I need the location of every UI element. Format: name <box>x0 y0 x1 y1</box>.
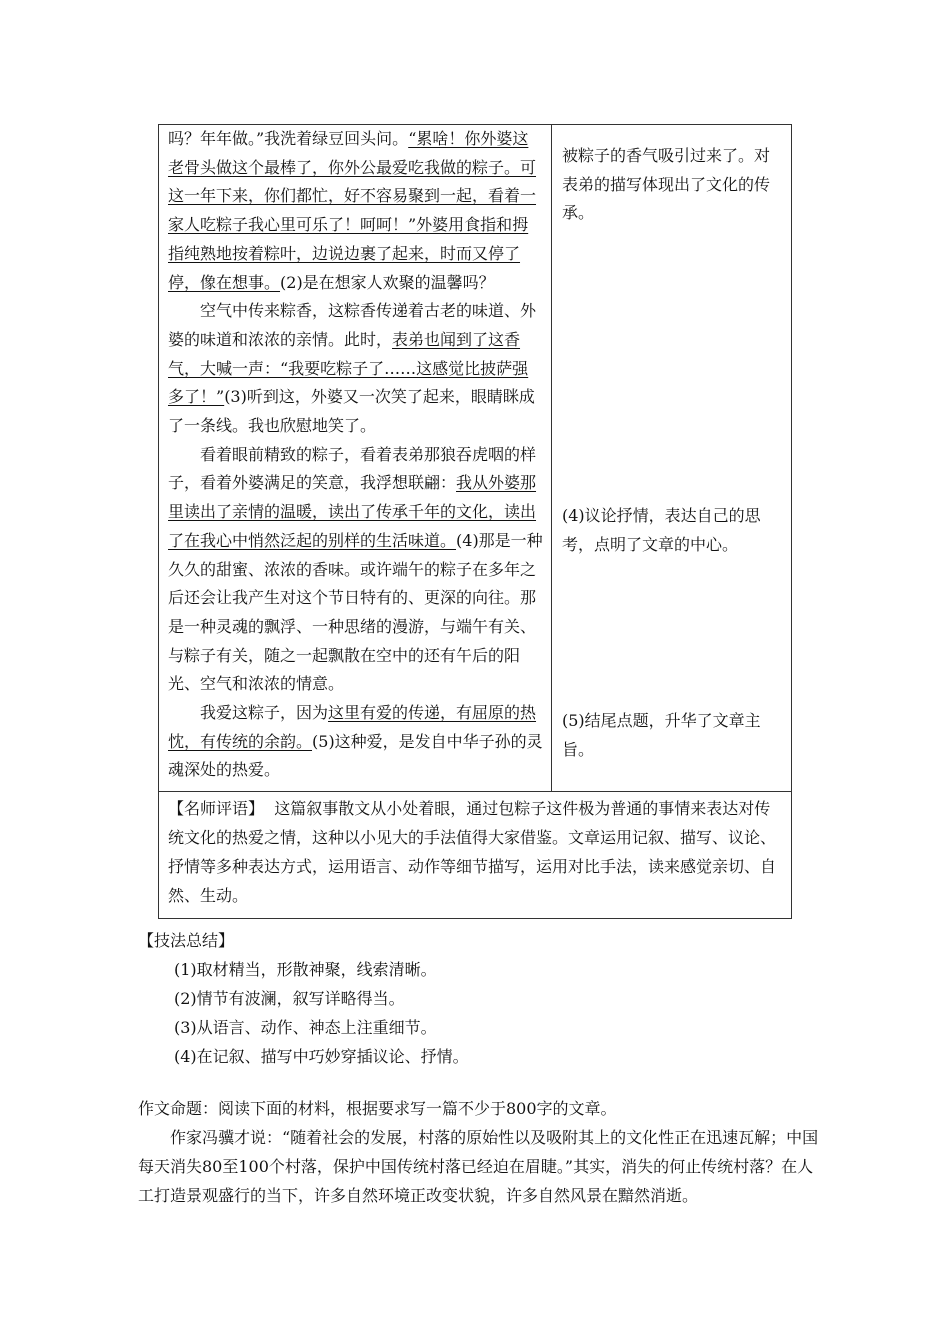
annotation-column <box>552 125 791 791</box>
essay-paragraph <box>168 297 543 441</box>
summary-item: (1)取材精当，形散神聚，线索清晰。 <box>174 960 437 979</box>
essay-paragraph <box>168 125 543 297</box>
essay-text: 我爱这粽子，因为 <box>200 703 329 723</box>
comment-text: 这篇叙事散文从小处着眼，通过包粽子这件极为普通的事情来表达对传统文化的热爱之情，这种以小见大的手法值得大家借鉴。文章运用记叙、描写、议论、抒情等多种表达方式，运用语言、动作等细节描写，运用对比手法，读来感觉亲切、自然、生动。 <box>168 799 777 905</box>
underlined-text: “累啥！你外婆这老骨头做这个最棒了，你外公最爱吃我做的粽子。可这一年下来，你们都忙，好不容易聚到一起，看着一家人吃粽子我心里可乐了！呵呵！”外婆用食指和拇指纯熟地按着粽叶，边说边裹了起来，时而又停了停，像在想事。 <box>168 129 537 292</box>
summary-item: (3)从语言、动作、神态上注重细节。 <box>174 1018 437 1037</box>
underlined-text: 我从外婆那里读出了亲情的温暖，读出了传承千年的文化，读出了在我心中悄然泛起的别样的生活味道。 <box>168 473 537 550</box>
essay-analysis-table <box>158 124 792 919</box>
prompt-instruction: 作文命题：阅读下面的材料，根据要求写一篇不少于800字的文章。 <box>138 1099 617 1118</box>
essay-text: (3)听到这，外婆又一次笑了起来，眼睛眯成了一条线。我也欣慰地笑了。 <box>168 387 535 436</box>
annotation-note: (4)议论抒情，表达自己的思考，点明了文章的中心。 <box>562 506 761 554</box>
essay-text: 空气中传来粽香，这粽香传递着古老的味道、外婆的味道和浓浓的亲情。此时， <box>168 301 537 349</box>
essay-text: (4)那是一种久久的甜蜜、浓浓的香味。或许端午的粽子在多年之后还会让我产生对这个节日特有的、更深的向往。那是一种灵魂的飘浮、一种思绪的漫游，与端午有关、与粽子有关，随之一起飘散在空中的还有午后的阳光、空气和浓浓的情意。 <box>168 530 543 694</box>
essay-paragraph <box>168 441 543 699</box>
essay-text: (2)是在想家人欢聚的温馨吗？ <box>280 272 495 292</box>
essay-row <box>159 125 791 792</box>
underlined-text: 表弟也闻到了这香气，大喊一声：“我要吃粽子了……这感觉比披萨强多了！” <box>168 329 529 407</box>
prompt-material: 作家冯骥才说：“随着社会的发展，村落的原始性以及吸附其上的文化性正在迅速瓦解；中国每天消失80至100个村落，保护中国传统村落已经迫在眉睫。”其实，消失的何止传统村落？在人工打造景观盛行的当下，许多自然环境正改变状貌，许多自然风景在黯然消逝。 <box>138 1128 819 1205</box>
annotation-note: 被粽子的香气吸引过来了。对表弟的描写体现出了文化的传承。 <box>562 146 771 223</box>
teacher-comment <box>159 792 791 918</box>
underlined-text: 这里有爱的传递，有屈原的热忱，有传统的余韵。 <box>168 703 537 751</box>
essay-text: 吗？年年做。”我洗着绿豆回头问。 <box>168 129 409 148</box>
summary-item: (4)在记叙、描写中巧妙穿插议论、抒情。 <box>174 1047 469 1066</box>
essay-text-column <box>159 125 552 791</box>
annotation-note: (5)结尾点题，升华了文章主旨。 <box>562 711 761 759</box>
technique-summary <box>138 926 818 1071</box>
essay-prompt <box>138 1094 828 1210</box>
summary-title: 【技法总结】 <box>138 931 235 950</box>
summary-item: (2)情节有波澜，叙写详略得当。 <box>174 989 405 1008</box>
essay-text: (5)这种爱，是发自中华子孙的灵魂深处的热爱。 <box>168 731 543 780</box>
comment-label: 【名师评语】 <box>168 799 265 818</box>
essay-paragraph <box>168 699 543 785</box>
essay-text: 看着眼前精致的粽子，看着表弟那狼吞虎咽的样子，看着外婆满足的笑意，我浮想联翩： <box>168 444 537 493</box>
